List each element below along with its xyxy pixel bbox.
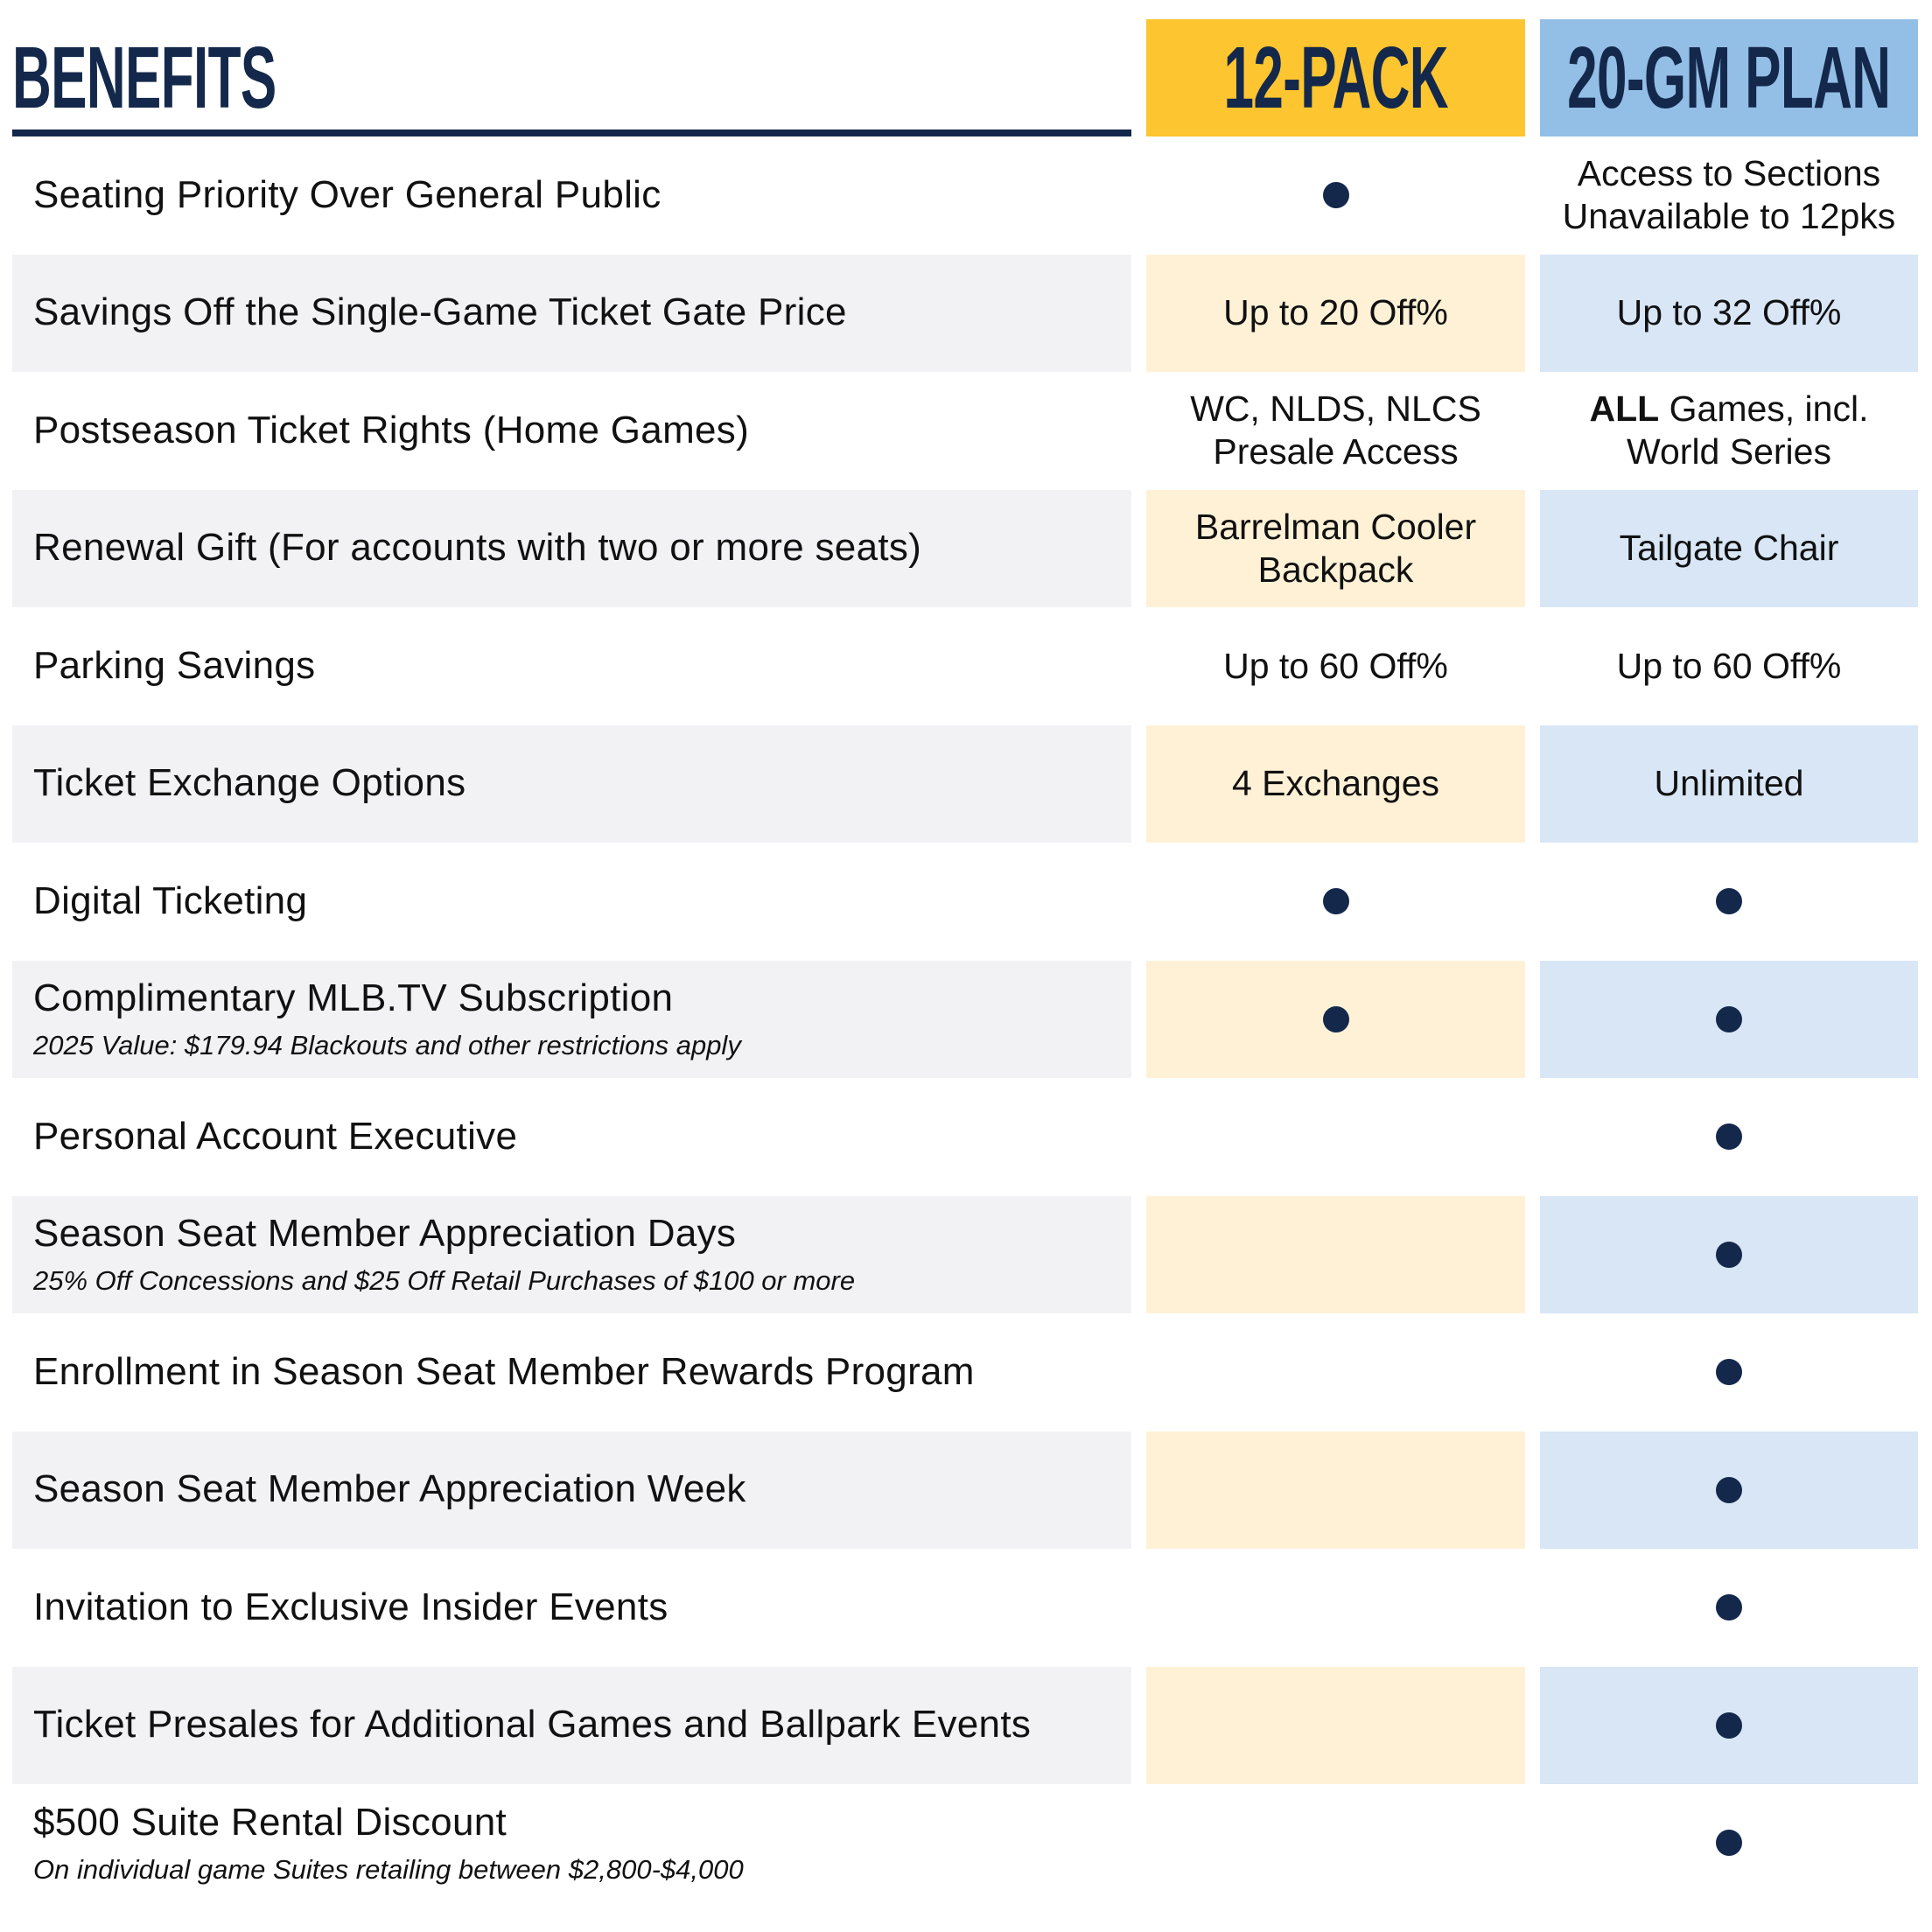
plan-12-pack-cell [1146, 255, 1525, 373]
benefit-cell [12, 843, 1131, 961]
table-row [0, 1784, 1932, 1902]
included-dot-icon [1716, 1242, 1742, 1268]
plan-value [1617, 291, 1842, 334]
benefits-title: BENEFITS [12, 28, 276, 127]
plan-value-text: Up to 20 Off% [1223, 292, 1448, 333]
benefit-label: Savings Off the Single-Game Ticket Gate Price [33, 290, 847, 334]
plan-20-gm-title: 20-GM PLAN [1567, 28, 1891, 127]
plan-value [1563, 152, 1896, 238]
plan-value-text: WC, NLDS, NLCS Presale Access [1190, 388, 1481, 472]
plan-value [1223, 645, 1448, 688]
benefit-label: Parking Savings [33, 643, 316, 687]
benefit-cell [12, 255, 1131, 373]
included-dot-icon [1716, 1359, 1742, 1385]
table-row [0, 1313, 1932, 1432]
benefit-label: Personal Account Executive [33, 1114, 518, 1158]
plan-value [1617, 645, 1842, 688]
plan-12-pack-cell [1146, 1667, 1525, 1785]
plan-20-gm-cell [1540, 843, 1918, 961]
benefit-cell [12, 607, 1131, 725]
benefit-cell [12, 1313, 1131, 1432]
plan-value [1190, 388, 1481, 473]
table-row [0, 607, 1932, 725]
plan-value-text: Unlimited [1654, 763, 1804, 804]
benefit-cell [12, 1667, 1131, 1785]
benefit-label: Season Seat Member Appreciation Week [33, 1467, 746, 1511]
plan-20-gm-cell [1540, 490, 1918, 608]
plan-20-gm-cell [1540, 1549, 1918, 1667]
plan-20-gm-cell [1540, 1196, 1918, 1314]
plan-20-gm-cell [1540, 607, 1918, 725]
plan-12-pack-cell [1146, 1784, 1525, 1902]
plan-12-pack-title: 12-PACK [1223, 28, 1448, 127]
plan-20-gm-cell [1540, 1078, 1918, 1196]
table-row [0, 255, 1932, 373]
plan-value [1620, 527, 1839, 570]
plan-12-pack-cell [1146, 1078, 1525, 1196]
benefit-note: 25% Off Concessions and $25 Off Retail Purchases of $100 or more [33, 1265, 856, 1297]
plan-20-gm-cell [1540, 136, 1918, 255]
benefit-label: Renewal Gift (For accounts with two or more seats) [33, 526, 922, 570]
benefit-label: Postseason Ticket Rights (Home Games) [33, 408, 750, 452]
benefit-label: Ticket Exchange Options [33, 761, 466, 805]
benefit-cell [12, 1549, 1131, 1667]
plan-20-gm-cell [1540, 1667, 1918, 1785]
benefit-label: Enrollment in Season Seat Member Rewards Program [33, 1349, 975, 1393]
benefit-label: Seating Priority Over General Public [33, 172, 662, 216]
benefit-note: On individual game Suites retailing between $2,800-$4,000 [33, 1853, 744, 1885]
plan-20-gm-cell [1540, 1784, 1918, 1902]
included-dot-icon [1323, 1006, 1349, 1032]
benefit-label: Ticket Presales for Additional Games and Ballpark Events [33, 1703, 1032, 1746]
benefit-cell [12, 372, 1131, 490]
table-row [0, 1432, 1932, 1550]
benefit-label: Invitation to Exclusive Insider Events [33, 1585, 668, 1628]
benefit-cell [12, 1432, 1131, 1550]
plan-value [1655, 762, 1804, 805]
plan-12-pack-cell [1146, 372, 1525, 490]
table-row [0, 1667, 1932, 1785]
table-row [0, 1196, 1932, 1314]
benefit-cell [12, 1078, 1131, 1196]
plan-value-text: Tailgate Chair [1619, 528, 1839, 569]
included-dot-icon [1716, 1594, 1742, 1620]
plan-20-gm-cell [1540, 372, 1918, 490]
benefits-header [12, 19, 1131, 136]
plan-value [1223, 291, 1448, 334]
plan-value-text: 4 Exchanges [1231, 763, 1440, 804]
plan-value-text: Access to Sections Unavailable to 12pks [1562, 153, 1896, 237]
included-dot-icon [1716, 888, 1742, 914]
table-row [0, 843, 1932, 961]
table-row [0, 136, 1932, 255]
benefit-label: Digital Ticketing [33, 878, 308, 922]
plan-12-pack-cell [1146, 961, 1525, 1079]
plan-12-pack-cell [1146, 1432, 1525, 1550]
plan-12-pack-cell [1146, 1196, 1525, 1314]
included-dot-icon [1716, 1006, 1742, 1032]
plan-12-pack-header [1146, 19, 1525, 136]
plan-value [1590, 388, 1869, 473]
table-row [0, 961, 1932, 1079]
plan-12-pack-cell [1146, 843, 1525, 961]
table-row [0, 372, 1932, 490]
benefit-note: 2025 Value: $179.94 Blackouts and other restrictions apply [33, 1030, 741, 1061]
plan-12-pack-cell [1146, 1313, 1525, 1432]
header-divider [12, 130, 1131, 136]
plan-20-gm-cell [1540, 961, 1918, 1079]
plan-20-gm-cell [1540, 1432, 1918, 1550]
included-dot-icon [1323, 888, 1349, 914]
plan-value-text: Games, incl. World Series [1627, 388, 1869, 472]
benefits-table [0, 136, 1932, 1902]
plan-12-pack-cell [1146, 725, 1525, 844]
plan-value-text: Barrelman Cooler Backpack [1194, 506, 1477, 590]
benefit-cell [12, 490, 1131, 608]
benefit-label: Season Seat Member Appreciation Days [33, 1212, 737, 1256]
benefit-cell [12, 961, 1131, 1079]
table-row [0, 490, 1932, 608]
plan-20-gm-cell [1540, 1313, 1918, 1432]
plan-20-gm-cell [1540, 255, 1918, 373]
benefit-cell [12, 136, 1131, 255]
benefit-cell [12, 725, 1131, 844]
plan-value [1232, 762, 1439, 805]
table-row [0, 1549, 1932, 1667]
table-row [0, 725, 1932, 844]
included-dot-icon [1716, 1830, 1742, 1856]
plan-value-text: Up to 32 Off% [1616, 292, 1842, 333]
plan-12-pack-cell [1146, 136, 1525, 255]
included-dot-icon [1716, 1124, 1742, 1150]
plan-value-text: Up to 60 Off% [1223, 645, 1448, 686]
included-dot-icon [1716, 1477, 1742, 1503]
benefit-cell [12, 1196, 1131, 1314]
included-dot-icon [1323, 182, 1349, 208]
plan-value-text: Up to 60 Off% [1616, 645, 1842, 686]
plan-12-pack-cell [1146, 1549, 1525, 1667]
plan-20-gm-cell [1540, 725, 1918, 844]
benefit-label: Complimentary MLB.TV Subscription [33, 976, 674, 1020]
benefit-cell [12, 1784, 1131, 1902]
plan-12-pack-cell [1146, 490, 1525, 608]
plan-value [1195, 506, 1476, 592]
benefit-label: $500 Suite Rental Discount [33, 1800, 508, 1844]
plan-value-emphasis: ALL [1589, 388, 1660, 430]
plan-12-pack-cell [1146, 607, 1525, 725]
table-row [0, 1078, 1932, 1196]
plan-20-gm-header [1540, 19, 1918, 136]
included-dot-icon [1716, 1712, 1742, 1739]
